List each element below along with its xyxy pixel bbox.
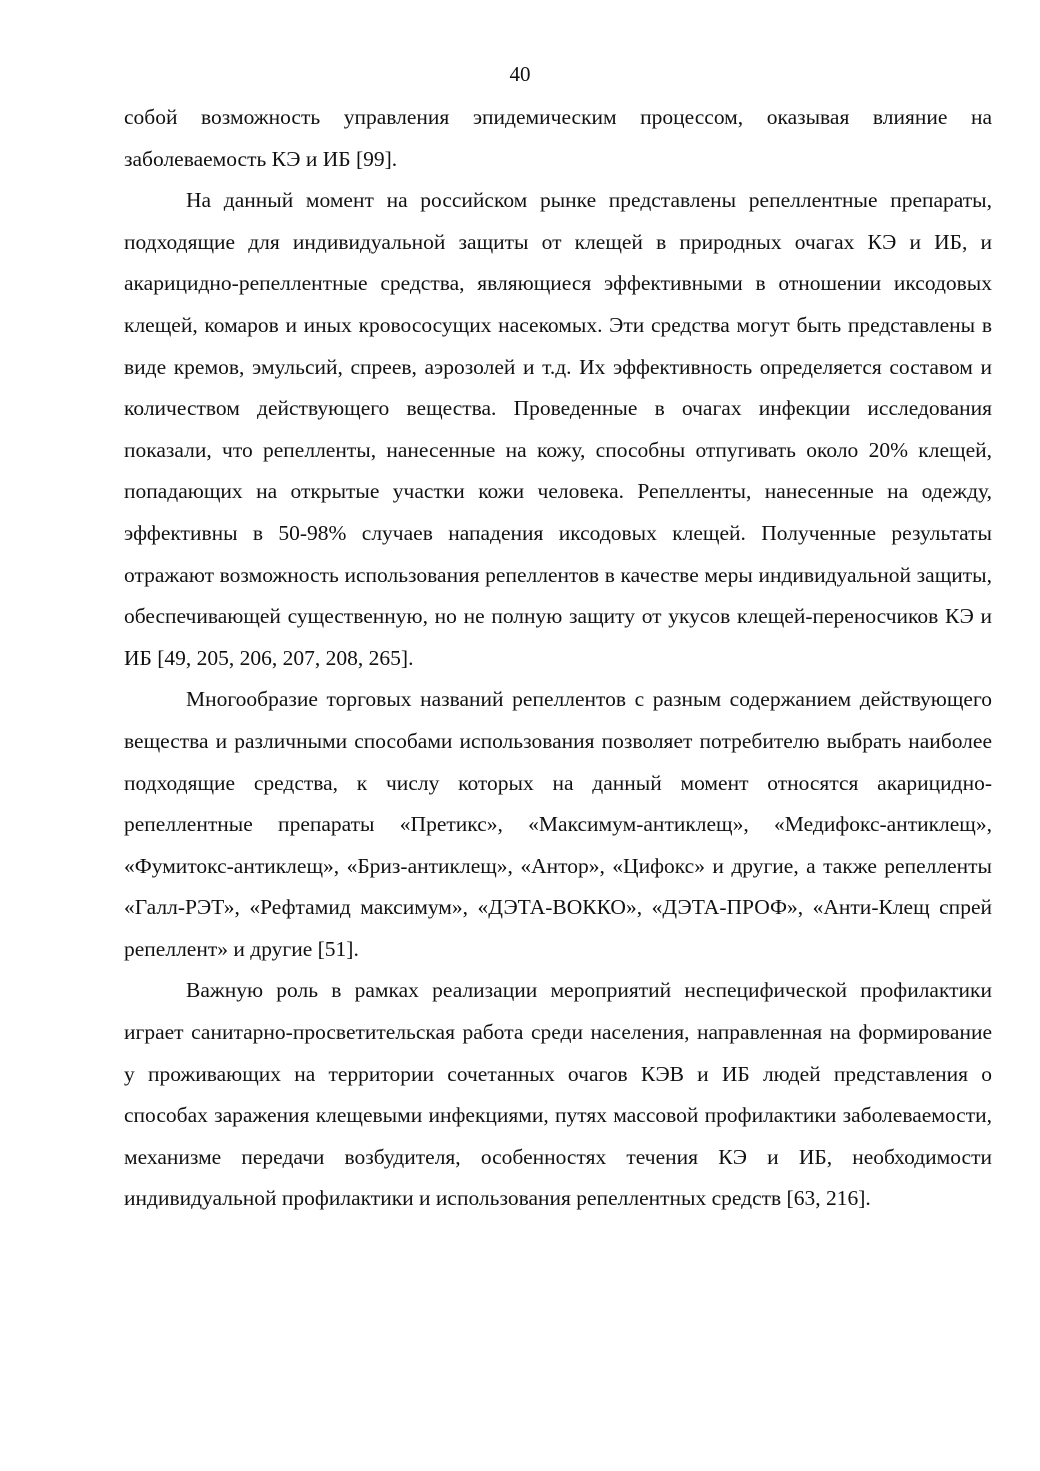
page-number: 40 <box>509 62 531 86</box>
paragraph-health-education: Важную роль в рамках реализации мероприятий неспецифической профилактики играет санитарно-просветительская работа среди населения, направленная на формирование у проживающих на территории сочетанных очагов КЭВ и ИБ людей представления о способах заражения клещевыми инфекциями, путях массовой профилактики заболеваемости, механизме передачи возбудителя, особенностях течения КЭ и ИБ, необходимости индивидуальной профилактики и использования репеллентных средств [63, 216]. <box>124 978 992 1211</box>
paragraph-repellent-market: На данный момент на российском рынке представлены репеллентные препараты, подходящие для индивидуальной защиты от клещей в природных очагах КЭ и ИБ, и акарицидно-репеллентные средства, являющиеся эффективными в отношении иксодовых клещей, комаров и иных кровососущих насекомых. Эти средства могут быть представлены в виде кремов, эмульсий, спреев, аэрозолей и т.д. Их эффективность определяется составом и количеством действующего вещества. Проведенные в очагах инфекции исследования показали, что репелленты, нанесенные на кожу, способны отпугивать около 20% клещей, попадающих на открытые участки кожи человека. Репелленты, нанесенные на одежду, эффективны в 50-98% случаев нападения иксодовых клещей. Полученные результаты отражают возможность использования репеллентов в качестве меры индивидуальной защиты, обеспечивающей существенную, но не полную защиту от укусов клещей-переносчиков КЭ и ИБ [49, 205, 206, 207, 208, 265]. <box>124 188 992 670</box>
paragraph-trade-names: Многообразие торговых названий репеллентов с разным содержанием действующего вещества и различными способами использования позволяет потребителю выбрать наиболее подходящие средства, к числу которых на данный момент относятся акарицидно-репеллентные препараты «Претикс», «Максимум-антиклещ», «Медифокс-антиклещ», «Фумитокс-антиклещ», «Бриз-антиклещ», «Антор», «Цифокс» и другие, а также репелленты «Галл-РЭТ», «Рефтамид максимум», «ДЭТА-ВОККО», «ДЭТА-ПРОФ», «Анти-Клещ спрей репеллент» и другие [51]. <box>124 687 992 961</box>
document-body <box>124 97 992 1220</box>
paragraph-continuation: собой возможность управления эпидемическим процессом, оказывая влияние на заболеваемость КЭ и ИБ [99]. <box>124 105 992 171</box>
